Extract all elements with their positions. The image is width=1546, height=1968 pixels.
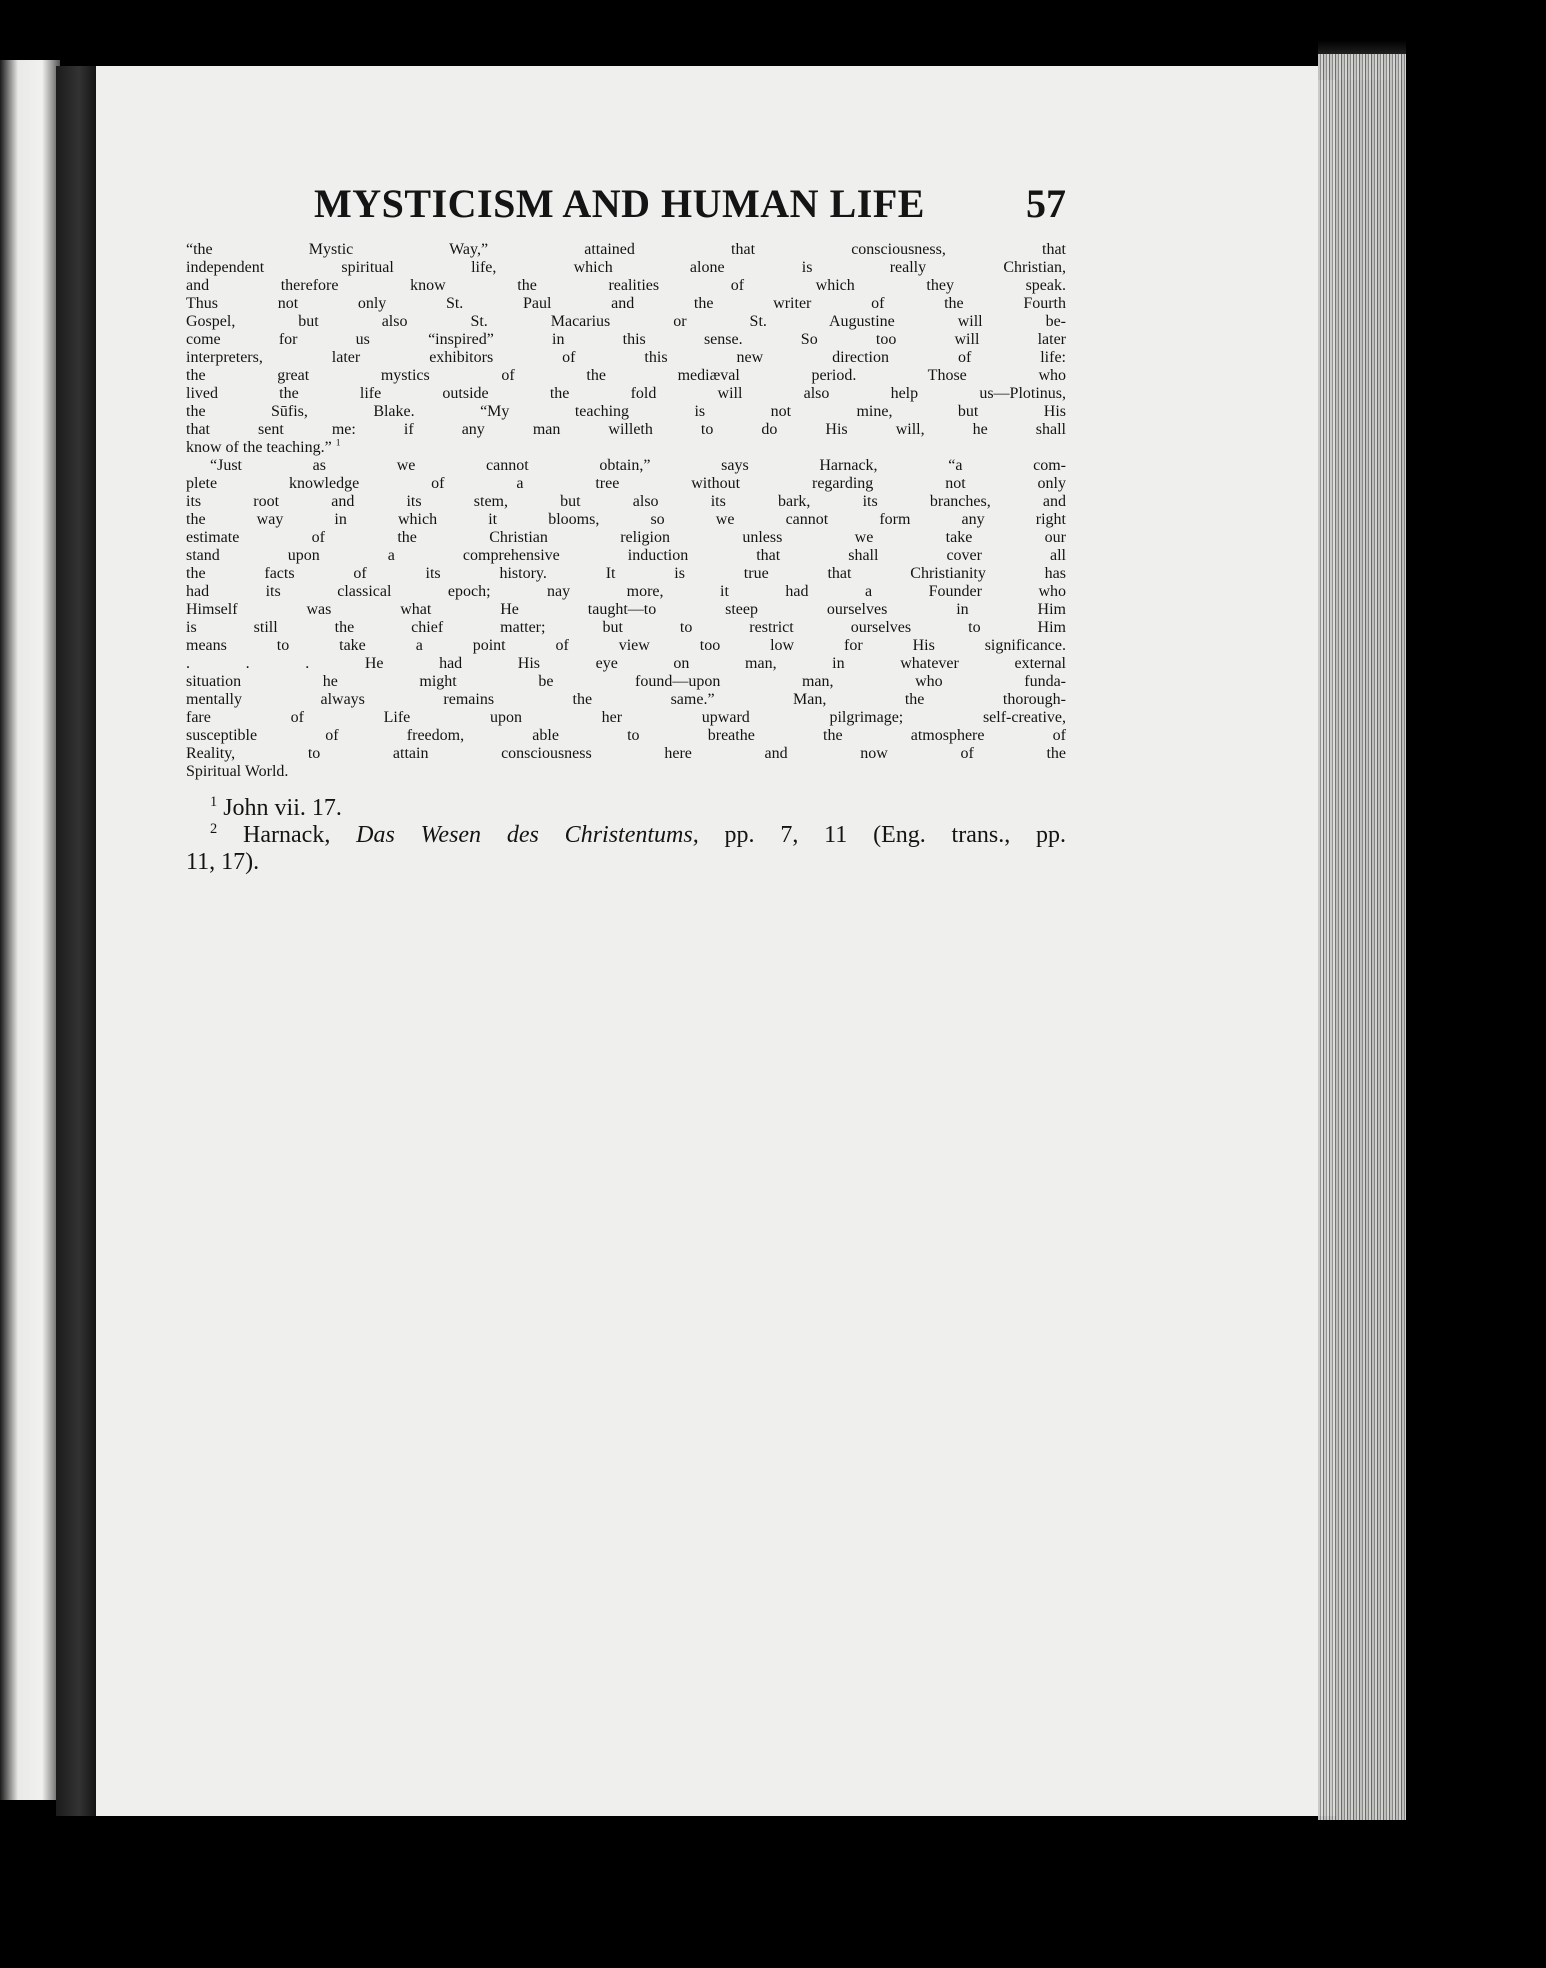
text-line: means to take a point of view too low for His significance.	[186, 637, 1066, 654]
text-line: its root and its stem, but also its bark, its branches, and	[186, 493, 1066, 510]
text-line: lived the life outside the fold will also help us—Plotinus,	[186, 385, 1066, 402]
body-text	[186, 241, 1066, 781]
running-head	[186, 180, 1066, 227]
text-line: Gospel, but also St. Macarius or St. Augustine will be-	[186, 313, 1066, 330]
footnote-2-rest: pp. 7, 11 (Eng. trans., pp.	[724, 822, 1067, 848]
footnote-2-title: Das Wesen des Christentums,	[356, 822, 699, 848]
text-line: . . . He had His eye on man, in whatever external	[186, 655, 1066, 672]
text-line: Spiritual World.	[186, 763, 289, 780]
footnote-1-text: John vii. 17.	[223, 795, 342, 821]
text-line: and therefore know the realities of which they speak.	[186, 277, 1066, 294]
text-line: susceptible of freedom, able to breathe the atmosphere of	[186, 727, 1066, 744]
text-line: the Sūfis, Blake. “My teaching is not mine, but His	[186, 403, 1066, 420]
footnote-ref-1: 1	[335, 437, 341, 449]
text-line: situation he might be found—upon man, who funda-	[186, 673, 1066, 690]
running-head-title: MYSTICISM AND HUMAN LIFE	[314, 181, 925, 226]
text-line: independent spiritual life, which alone is really Christian,	[186, 259, 1066, 276]
text-line: is still the chief matter; but to restrict ourselves to Him	[186, 619, 1066, 636]
footnote-2-author: Harnack,	[243, 822, 331, 848]
footnote-2-continuation: 11, 17).	[186, 849, 260, 875]
text-line: fare of Life upon her upward pilgrimage; self-creative,	[186, 709, 1066, 726]
footnotes	[186, 795, 1066, 876]
text-line: interpreters, later exhibitors of this new direction of life:	[186, 349, 1066, 366]
text-line: “Just as we cannot obtain,” says Harnack, “a com-	[210, 457, 1066, 474]
text-line: plete knowledge of a tree without regarding not only	[186, 475, 1066, 492]
footnote-1-marker: 1	[210, 794, 218, 810]
text-line: Himself was what He taught—to steep ourselves in Him	[186, 601, 1066, 618]
text-line: Reality, to attain consciousness here and now of the	[186, 745, 1066, 762]
page-number: 57	[1026, 181, 1066, 226]
text-line-with-footnote	[186, 439, 1066, 457]
footnote-2-marker: 2	[210, 821, 218, 837]
text-line: the facts of its history. It is true that Christianity has	[186, 565, 1066, 582]
text-line: the way in which it blooms, so we cannot form any right	[186, 511, 1066, 528]
text-line: estimate of the Christian religion unless we take our	[186, 529, 1066, 546]
text-line: the great mystics of the mediæval period. Those who	[186, 367, 1066, 384]
text-line-content: know of the teaching.”	[186, 439, 332, 456]
book-gutter	[56, 66, 98, 1816]
text-line: had its classical epoch; nay more, it had a Founder who	[186, 583, 1066, 600]
text-line: stand upon a comprehensive induction that shall cover all	[186, 547, 1066, 564]
text-line: Thus not only St. Paul and the writer of the Fourth	[186, 295, 1066, 312]
text-line: that sent me: if any man willeth to do His will, he shall	[186, 421, 1066, 438]
text-line: “the Mystic Way,” attained that consciousness, that	[186, 241, 1066, 258]
book-fore-edge	[1318, 54, 1406, 1820]
previous-page-edge	[0, 60, 60, 1800]
page-text-block	[186, 180, 1066, 876]
text-line-content: mentally always remains the same.” Man, the thorough-	[186, 691, 1066, 708]
footnote-2	[186, 822, 1066, 849]
footnote-1	[186, 795, 1066, 822]
text-line-with-footnote	[186, 691, 1066, 709]
text-line: come for us “inspired” in this sense. So too will later	[186, 331, 1066, 348]
